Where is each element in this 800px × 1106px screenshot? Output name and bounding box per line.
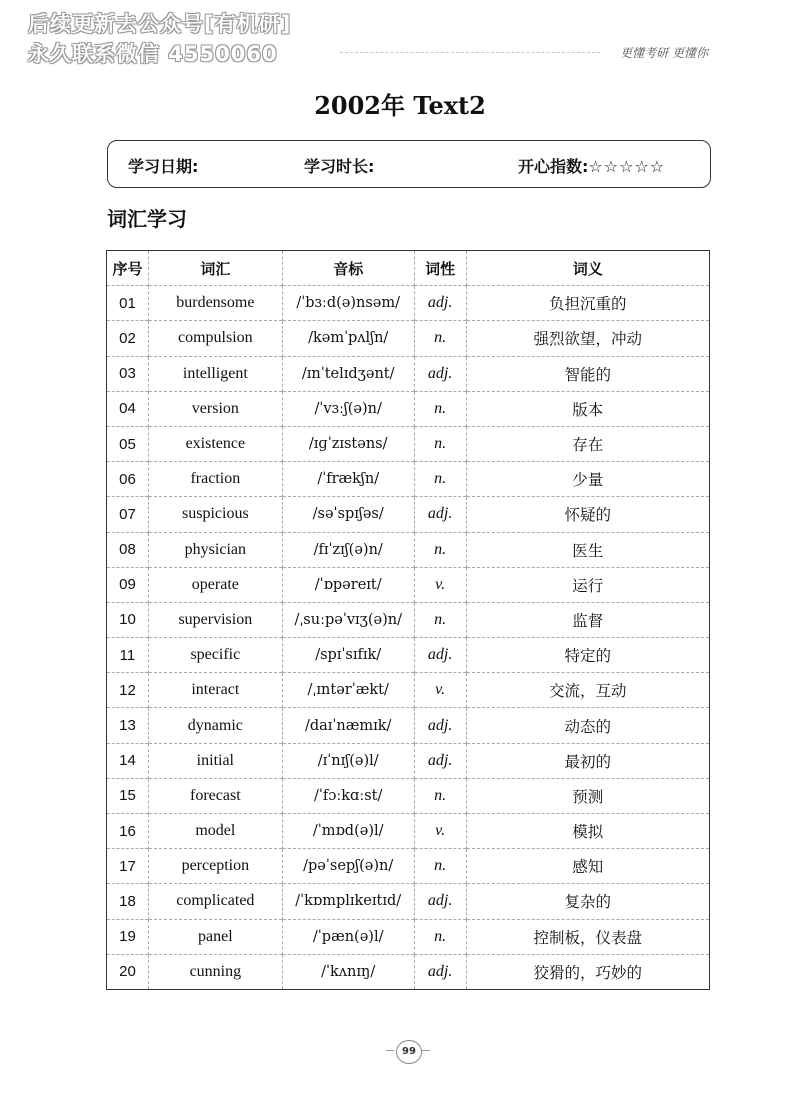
table-row	[107, 849, 710, 884]
cell-no: 19	[107, 919, 149, 954]
cell-pos: n.	[414, 532, 466, 567]
cell-pos: v.	[414, 814, 466, 849]
cell-no: 09	[107, 567, 149, 602]
cell-meaning: 控制板，仪表盘	[466, 919, 709, 954]
cell-pos: n.	[414, 602, 466, 637]
cell-no: 12	[107, 673, 149, 708]
cell-meaning: 监督	[466, 602, 709, 637]
cell-word: cunning	[148, 954, 282, 989]
cell-word: burdensome	[148, 286, 282, 321]
cell-word: intelligent	[148, 356, 282, 391]
page-number-rule-left	[386, 1050, 394, 1051]
table-row	[107, 391, 710, 426]
cell-no: 03	[107, 356, 149, 391]
cell-meaning: 感知	[466, 849, 709, 884]
table-header-row	[107, 251, 710, 286]
table-row	[107, 743, 710, 778]
cell-ipa: /ˌɪntərˈækt/	[282, 673, 414, 708]
cell-word: operate	[148, 567, 282, 602]
cell-word: dynamic	[148, 708, 282, 743]
table-row	[107, 778, 710, 813]
cell-pos: n.	[414, 919, 466, 954]
cell-meaning: 运行	[466, 567, 709, 602]
cell-meaning: 模拟	[466, 814, 709, 849]
cell-no: 11	[107, 638, 149, 673]
table-row	[107, 497, 710, 532]
table-row	[107, 426, 710, 461]
watermark-line-2: 永久联系微信 4550060	[28, 42, 278, 66]
header-divider	[340, 52, 600, 53]
cell-word: model	[148, 814, 282, 849]
cell-pos: n.	[414, 426, 466, 461]
cell-ipa: /pəˈsepʃ(ə)n/	[282, 849, 414, 884]
cell-meaning: 动态的	[466, 708, 709, 743]
cell-word: supervision	[148, 602, 282, 637]
cell-meaning: 预测	[466, 778, 709, 813]
cell-word: version	[148, 391, 282, 426]
cell-no: 20	[107, 954, 149, 989]
cell-ipa: /ˈbɜːd(ə)nsəm/	[282, 286, 414, 321]
page-number-rule-right	[422, 1050, 430, 1051]
happiness-label: 开心指数:	[518, 157, 589, 176]
star-rating-icon[interactable]: ☆☆☆☆☆	[588, 157, 666, 176]
cell-meaning: 特定的	[466, 638, 709, 673]
cell-no: 05	[107, 426, 149, 461]
cell-ipa: /ˈmɒd(ə)l/	[282, 814, 414, 849]
cell-ipa: /daɪˈnæmɪk/	[282, 708, 414, 743]
header-meaning: 词义	[466, 251, 709, 286]
cell-word: panel	[148, 919, 282, 954]
table-row	[107, 356, 710, 391]
cell-no: 14	[107, 743, 149, 778]
cell-ipa: /ˈvɜːʃ(ə)n/	[282, 391, 414, 426]
cell-meaning: 版本	[466, 391, 709, 426]
cell-no: 04	[107, 391, 149, 426]
cell-pos: v.	[414, 673, 466, 708]
cell-pos: adj.	[414, 356, 466, 391]
cell-meaning: 少量	[466, 462, 709, 497]
cell-meaning: 医生	[466, 532, 709, 567]
table-row	[107, 567, 710, 602]
cell-pos: n.	[414, 321, 466, 356]
cell-word: interact	[148, 673, 282, 708]
table-row	[107, 814, 710, 849]
cell-ipa: /ˈpæn(ə)l/	[282, 919, 414, 954]
cell-pos: adj.	[414, 286, 466, 321]
vocab-table	[106, 250, 710, 990]
cell-word: specific	[148, 638, 282, 673]
cell-ipa: /ɪnˈtelɪdʒənt/	[282, 356, 414, 391]
cell-ipa: /ɪˈnɪʃ(ə)l/	[282, 743, 414, 778]
cell-meaning: 狡猾的，巧妙的	[466, 954, 709, 989]
cell-meaning: 负担沉重的	[466, 286, 709, 321]
header-no: 序号	[112, 259, 143, 278]
cell-meaning: 怀疑的	[466, 497, 709, 532]
cell-meaning: 智能的	[466, 356, 709, 391]
cell-ipa: /ɪɡˈzɪstəns/	[282, 426, 414, 461]
cell-pos: adj.	[414, 708, 466, 743]
header-ipa: 音标	[282, 251, 414, 286]
cell-ipa: /ˈfɔːkɑːst/	[282, 778, 414, 813]
cell-meaning: 存在	[466, 426, 709, 461]
cell-no: 10	[107, 602, 149, 637]
table-row	[107, 954, 710, 989]
cell-ipa: /ˌsuːpəˈvɪʒ(ə)n/	[282, 602, 414, 637]
cell-no: 17	[107, 849, 149, 884]
cell-meaning: 强烈欲望，冲动	[466, 321, 709, 356]
cell-pos: adj.	[414, 884, 466, 919]
cell-pos: n.	[414, 778, 466, 813]
cell-pos: adj.	[414, 638, 466, 673]
cell-ipa: /ˈɒpəreɪt/	[282, 567, 414, 602]
cell-ipa: /ˈkʌnɪŋ/	[282, 954, 414, 989]
table-row	[107, 462, 710, 497]
cell-no: 02	[107, 321, 149, 356]
page-number: 99	[396, 1040, 422, 1064]
cell-word: fraction	[148, 462, 282, 497]
cell-ipa: /səˈspɪʃəs/	[282, 497, 414, 532]
cell-meaning: 最初的	[466, 743, 709, 778]
study-info-box	[107, 140, 711, 188]
cell-word: compulsion	[148, 321, 282, 356]
cell-ipa: /kəmˈpʌlʃn/	[282, 321, 414, 356]
table-row	[107, 602, 710, 637]
cell-word: complicated	[148, 884, 282, 919]
study-date-label: 学习日期:	[128, 157, 199, 176]
table-row	[107, 532, 710, 567]
section-title: 词汇学习	[107, 207, 187, 231]
header-slogan: 更懂考研 更懂你	[620, 46, 708, 60]
cell-ipa: /fɪˈzɪʃ(ə)n/	[282, 532, 414, 567]
cell-no: 13	[107, 708, 149, 743]
cell-word: forecast	[148, 778, 282, 813]
cell-no: 01	[107, 286, 149, 321]
table-row	[107, 286, 710, 321]
cell-no: 07	[107, 497, 149, 532]
cell-no: 16	[107, 814, 149, 849]
cell-pos: adj.	[414, 954, 466, 989]
table-row	[107, 321, 710, 356]
cell-no: 06	[107, 462, 149, 497]
cell-word: perception	[148, 849, 282, 884]
happiness-index	[518, 154, 665, 177]
study-duration-label: 学习时长:	[304, 157, 375, 176]
cell-pos: n.	[414, 849, 466, 884]
table-row	[107, 919, 710, 954]
cell-ipa: /ˈkɒmplɪkeɪtɪd/	[282, 884, 414, 919]
cell-pos: adj.	[414, 743, 466, 778]
table-row	[107, 884, 710, 919]
header-word: 词汇	[148, 251, 282, 286]
table-row	[107, 638, 710, 673]
cell-pos: adj.	[414, 497, 466, 532]
cell-word: existence	[148, 426, 282, 461]
cell-no: 08	[107, 532, 149, 567]
cell-ipa: /ˈfrækʃn/	[282, 462, 414, 497]
cell-pos: n.	[414, 462, 466, 497]
cell-word: initial	[148, 743, 282, 778]
cell-word: physician	[148, 532, 282, 567]
cell-word: suspicious	[148, 497, 282, 532]
watermark-line-1: 后续更新去公众号[有机研]	[28, 12, 292, 36]
cell-ipa: /spɪˈsɪfɪk/	[282, 638, 414, 673]
table-row	[107, 673, 710, 708]
cell-meaning: 复杂的	[466, 884, 709, 919]
page-title: 2002年 Text2	[314, 91, 486, 120]
header-pos: 词性	[414, 251, 466, 286]
cell-pos: v.	[414, 567, 466, 602]
cell-pos: n.	[414, 391, 466, 426]
cell-no: 18	[107, 884, 149, 919]
table-row	[107, 708, 710, 743]
cell-no: 15	[107, 778, 149, 813]
cell-meaning: 交流，互动	[466, 673, 709, 708]
